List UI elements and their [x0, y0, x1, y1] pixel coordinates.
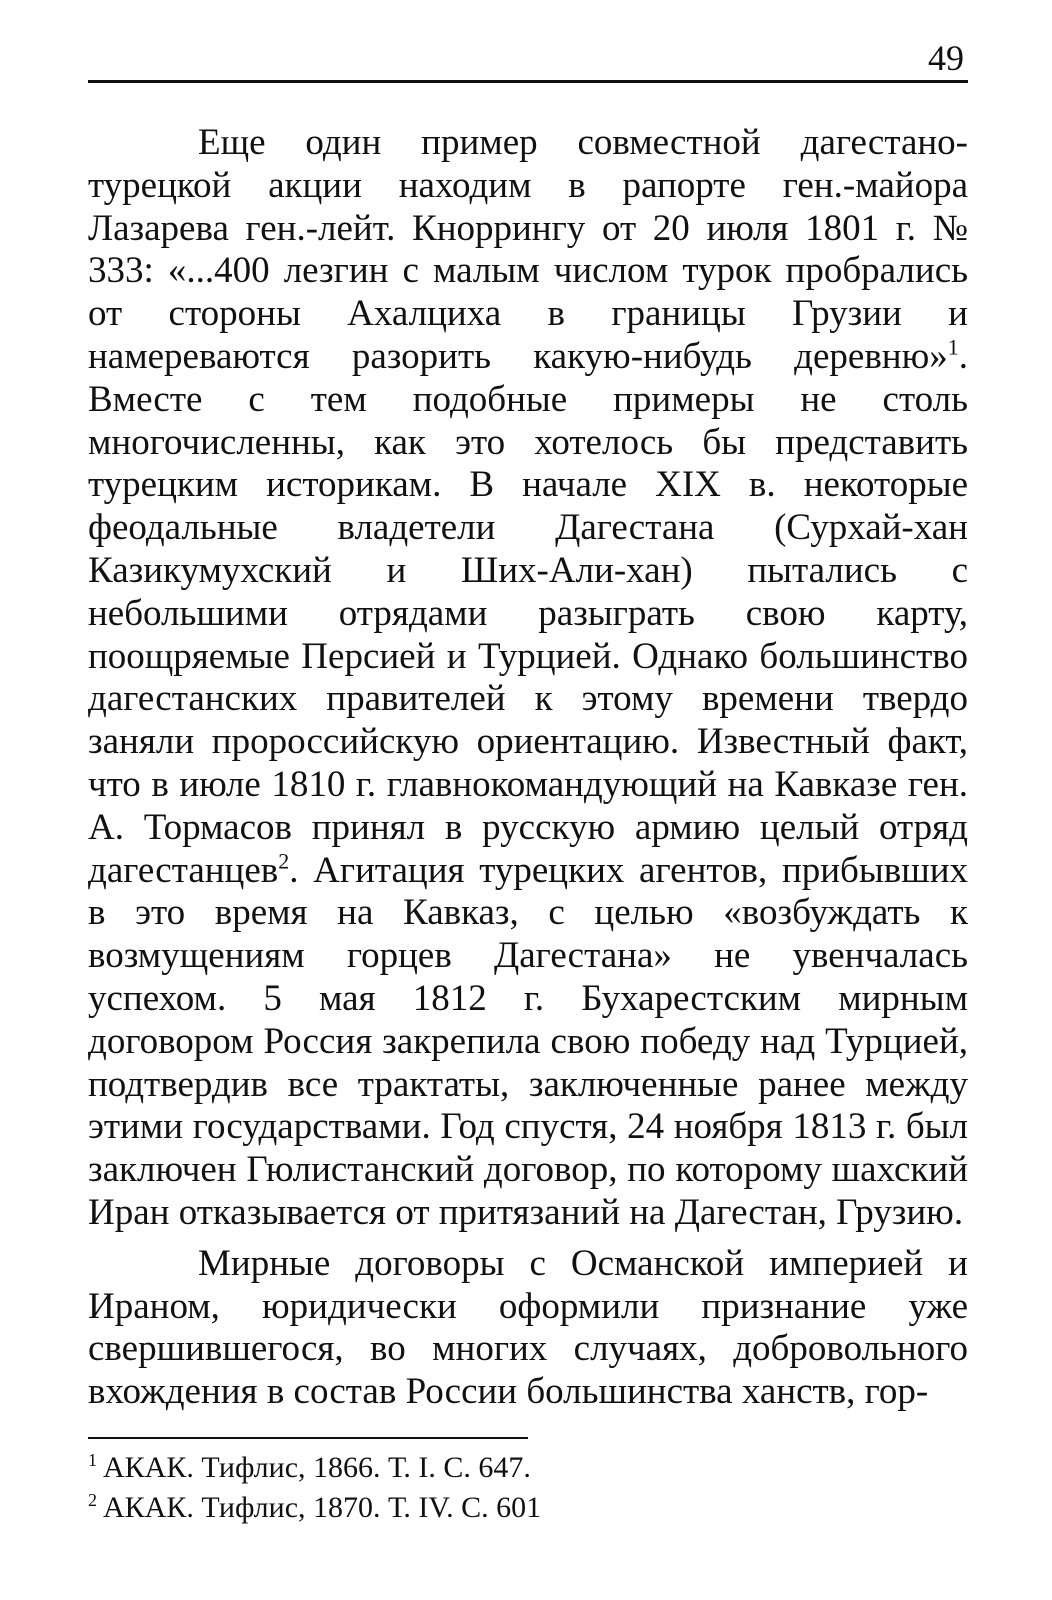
- header-rule: [88, 80, 968, 83]
- paragraph-2: Мирные договоры с Османской империей и Ираном, юридически оформили признание уже свершившегося, во многих случаях, добровольного вхождения в состав России большинства ханств, гор-: [88, 1242, 968, 1413]
- footnote-1: [88, 1448, 968, 1488]
- paragraph-1: [88, 122, 968, 1235]
- footnotes: [88, 1448, 968, 1528]
- footnote-1-text: АКАК. Тифлис, 1866. Т. I. С. 647.: [103, 1451, 531, 1484]
- footnote-1-mark: 1: [88, 1450, 97, 1470]
- body-text: [88, 122, 968, 1414]
- footnote-ref-1: 1: [947, 334, 959, 360]
- paragraph-1-part-a: Еще один пример совместной дагестано-турецкой акции находим в рапорте ген.-майора Лазарева ген.-лейт. Кноррингу от 20 июля 1801 г. № 333: «...400 лезгин с малым числом турок пробрались от стороны Ахалциха в границы Грузии и намереваются разорить какую-нибудь деревню»: [88, 122, 968, 377]
- footnote-separator: [88, 1437, 528, 1439]
- page-number: 49: [928, 38, 964, 78]
- footnote-2-text: АКАК. Тифлис, 1870. Т. IV. С. 601: [103, 1491, 542, 1524]
- footnote-2: [88, 1488, 968, 1528]
- footnote-2-mark: 2: [88, 1490, 97, 1510]
- paragraph-1-part-c: . Агитация турецких агентов, прибывших в это время на Кавказ, с целью «возбуждать к возмущениям горцев Дагестана» не увенчалась успехом. 5 мая 1812 г. Бухарестским мирным договором Россия закрепила свою победу над Турцией, подтвердив все трактаты, заключенные ранее между этими государствами. Год спустя, 24 ноября 1813 г. был заключен Гюлистанский договор, по которому шахский Иран отказывается от притязаний на Дагестан, Грузию.: [88, 849, 968, 1233]
- paragraph-1-part-b: . Вместе с тем подобные примеры не столь многочисленны, как это хотелось бы представить турецким историкам. В начале XIX в. некоторые феодальные владетели Дагестана (Сурхай-хан Казикумухский и Ших-Али-хан) пытались с небольшими отрядами разыграть свою карту, поощряемые Персией и Турцией. Однако большинство дагестанских правителей к этому времени твердо заняли пророссийскую ориентацию. Известный факт, что в июле 1810 г. главнокомандующий на Кавказе ген. А. Тормасов принял в русскую армию целый отряд дагестанцев: [88, 335, 968, 891]
- footnote-ref-2: 2: [278, 848, 290, 874]
